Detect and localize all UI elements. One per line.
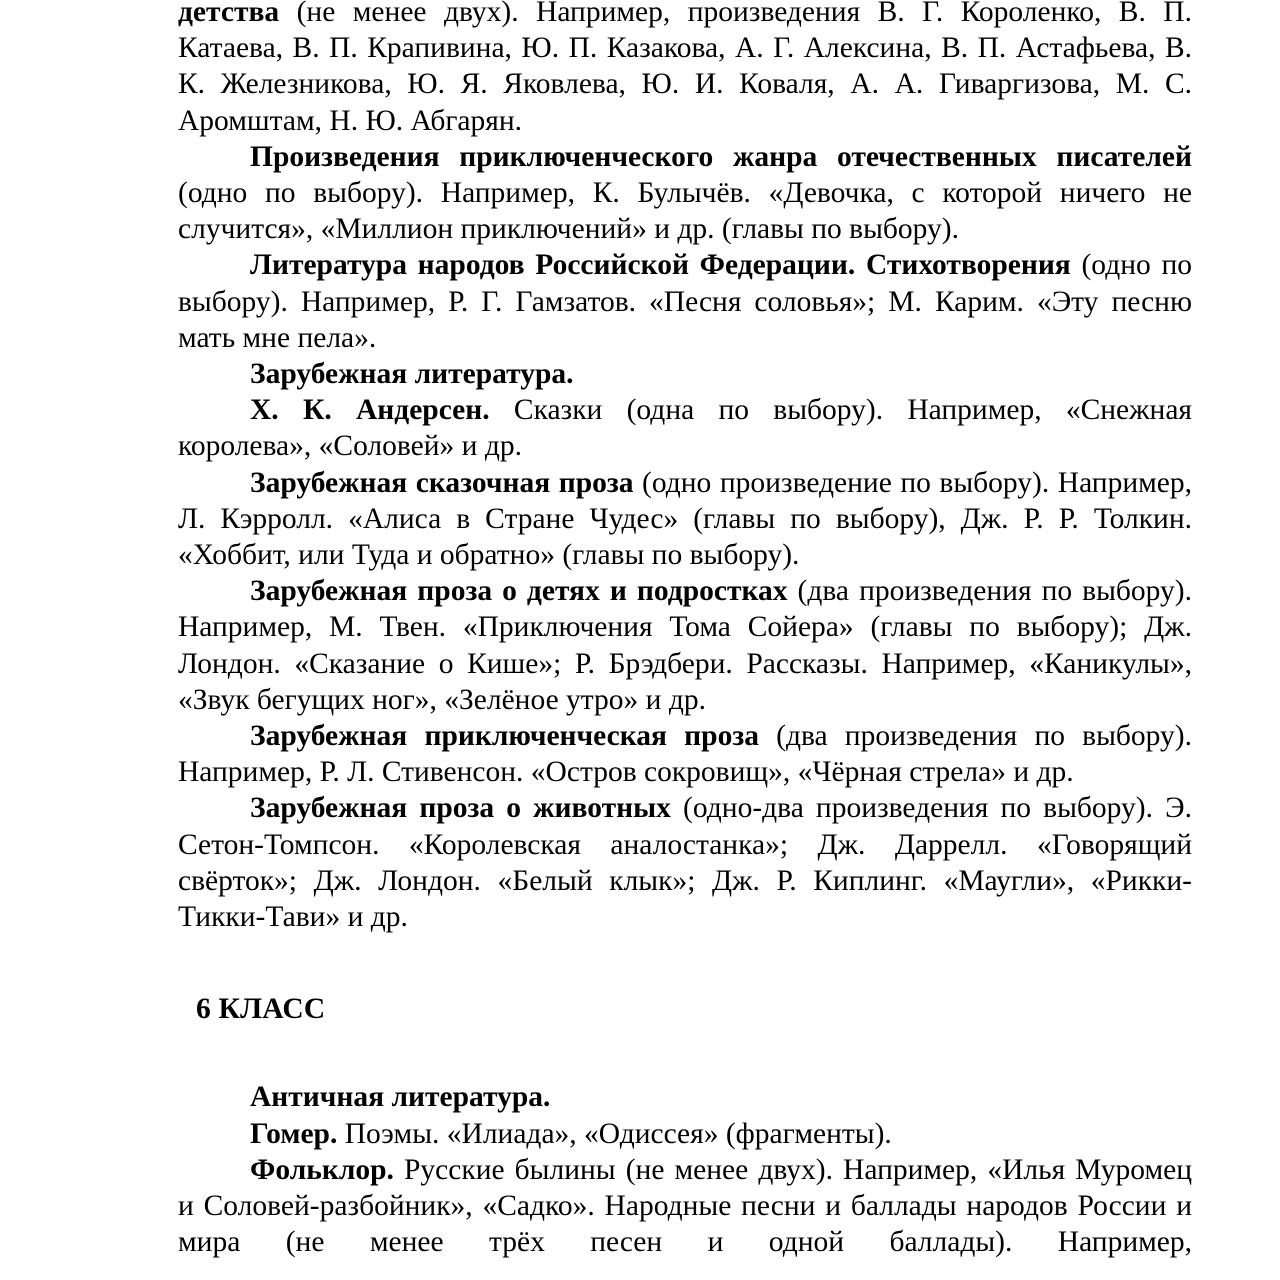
spacer-before-grade-heading: [178, 935, 1192, 991]
paragraph-gomer: [178, 1116, 1192, 1152]
paragraph-bold-lead: детства: [178, 0, 280, 28]
paragraph-folklor: [178, 1152, 1192, 1261]
paragraph-bold-lead: Зарубежная приключенческая проза: [250, 720, 759, 753]
paragraph-andersen: [178, 392, 1192, 464]
paragraph-bold-lead: Фольклор.: [250, 1153, 394, 1186]
paragraph-body: (одно произведение по выбору). Например, Л. Кэрролл. «Алиса в Стране Чудес» (главы по выбору), Дж. Р. Р. Толкин. «Хоббит, или Туда и обратно» (главы по выбору).: [178, 466, 1192, 572]
document-text-body: [178, 0, 1192, 1261]
paragraph-bold-lead: Зарубежная литература.: [250, 358, 574, 391]
paragraph-zarubezhnaya-priklyuchencheskaya-proza: [178, 718, 1192, 790]
paragraph-otechestvennaya-proza-o-detstve: [178, 0, 1192, 139]
paragraph-body: (два произведения по выбору). Например, М. Твен. «Приключения Тома Сойера» (главы по выбору); Дж. Лондон. «Сказание о Кише»; Р. Брэдбери. Рассказы. Например, «Каникулы», «Звук бегущих ног», «Зелёное утро» и др.: [178, 575, 1192, 716]
paragraph-body: (не менее двух). Например, произведения В. Г. Короленко, В. П. Катаева, В. П. Крапивина, Ю. П. Казакова, А. Г. Алексина, В. П. Астафьева, В. К. Железникова, Ю. Я. Яковлева, Ю. И. Коваля, А. А. Гиваргизова, М. С. Аромштам, Н. Ю. Абгарян.: [178, 0, 1192, 137]
spacer-after-grade-heading: [178, 1027, 1192, 1079]
paragraph-body: Поэмы. «Илиада», «Одиссея» (фрагменты).: [337, 1117, 892, 1150]
paragraph-body: (одно-два произведения по выбору). Э. Сетон-Томпсон. «Королевская аналостанка»; Дж. Даррелл. «Говорящий свёрток»; Дж. Лондон. «Белый клык»; Дж. Р. Киплинг. «Маугли», «Рикки-Тикки-Тави» и др.: [178, 792, 1192, 934]
paragraph-zarubezhnaya-literatura-heading: [178, 356, 1192, 392]
paragraph-bold-lead: Гомер.: [250, 1117, 338, 1150]
paragraph-bold-lead: Зарубежная проза о детях и подростках: [250, 575, 788, 608]
paragraph-antichnaya-literatura-heading: [178, 1079, 1192, 1115]
paragraph-bold-lead: Х. К. Андерсен.: [250, 394, 490, 427]
paragraph-zarubezhnaya-skazochnaya-proza: [178, 465, 1192, 574]
paragraph-bold-lead: Античная литература.: [250, 1081, 551, 1114]
grade-heading: 6 КЛАСС: [196, 993, 326, 1026]
paragraph-bold-lead: Литература народов Российской Федерации. Стихотворения: [250, 249, 1071, 282]
paragraph-priklyuchencheskiy-zhanr: [178, 139, 1192, 248]
paragraph-body: Сказки (одна по выбору). Например, «Снежная королева», «Соловей» и др.: [178, 394, 1192, 463]
paragraph-body: (одно по выбору). Например, К. Булычёв. «Девочка, с которой ничего не случится», «Миллион приключений» и др. (главы по выбору).: [178, 177, 1192, 246]
paragraph-bold-lead: Произведения приключенческого жанра отечественных писателей: [250, 140, 1192, 173]
paragraph-literatura-narodov-rf: [178, 247, 1192, 356]
paragraph-body: Русские былины (не менее двух). Например, «Илья Муромец и Соловей-разбойник», «Садко». Народные песни и баллады народов России и мира (не менее трёх песен и одной баллады). Например,: [178, 1153, 1192, 1259]
paragraph-zarubezhnaya-proza-o-detyah: [178, 573, 1192, 718]
paragraph-zarubezhnaya-proza-o-zhivotnyh: [178, 790, 1192, 935]
paragraph-bold-lead: Зарубежная проза о животных: [250, 792, 671, 825]
paragraph-body: (одно по выбору). Например, Р. Г. Гамзатов. «Песня соловья»; М. Карим. «Эту песню мать мне пела».: [178, 249, 1193, 354]
paragraph-bold-lead: Зарубежная сказочная проза: [250, 466, 634, 499]
paragraph-body: (два произведения по выбору). Например, Р. Л. Стивенсон. «Остров сокровищ», «Чёрная стрела» и др.: [178, 720, 1192, 789]
